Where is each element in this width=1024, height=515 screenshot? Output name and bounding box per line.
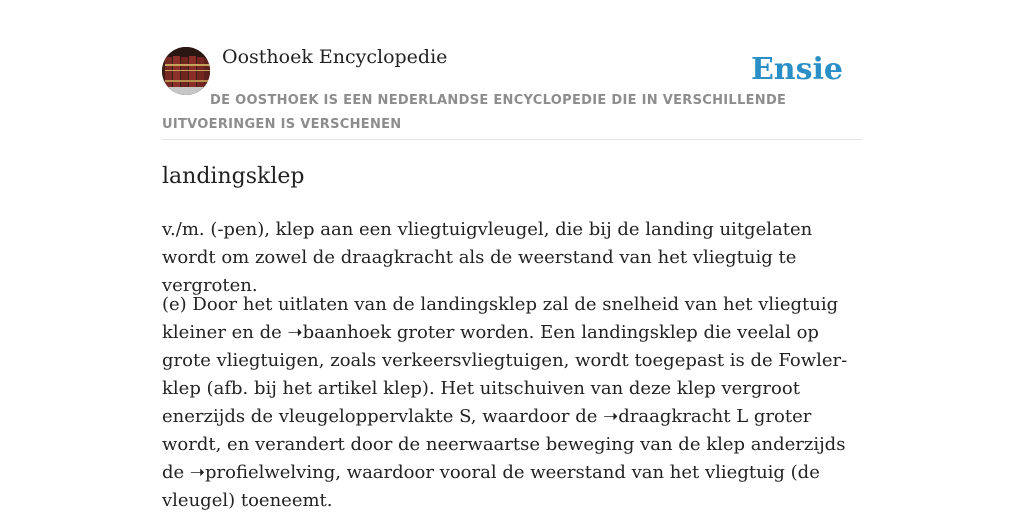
brand-logo[interactable]: Ensie — [750, 52, 843, 87]
site-tagline: DE OOSTHOEK IS EEN NEDERLANDSE ENCYCLOPEDIE DIE IN VERSCHILLENDE UITVOERINGEN IS VERSCHENEN — [162, 93, 787, 132]
site-header — [162, 0, 862, 140]
encyclopedia-books-icon[interactable] — [162, 47, 210, 95]
entry-definition: v./m. (-pen), klep aan een vliegtuigvleugel, die bij de landing uitgelaten wordt om zowel de draagkracht als de weerstand van het vliegtuig te vergroten. — [162, 219, 813, 296]
page-container — [162, 0, 862, 511]
site-title[interactable]: Oosthoek Encyclopedie — [222, 46, 448, 68]
entry-title: landingsklep — [162, 164, 305, 189]
entry-description: (e) Door het uitlaten van de landingsklep zal de snelheid van het vliegtuig kleiner en de ➝baanhoek groter worden. Een landingsklep die veelal op grote vliegtuigen, zoals verkeersvliegtuigen, wordt toegepast is de Fowler-klep (afb. bij het artikel klep). Het uitschuiven van deze klep vergroot enerzijds de vleugeloppervlakte S, waardoor de ➝draagkracht L groter wordt, en verandert door de neerwaartse beweging van de klep anderzijds de ➝profielwelving, waardoor vooral de weerstand van het vliegtuig (de vleugel) toeneemt. — [162, 294, 848, 511]
